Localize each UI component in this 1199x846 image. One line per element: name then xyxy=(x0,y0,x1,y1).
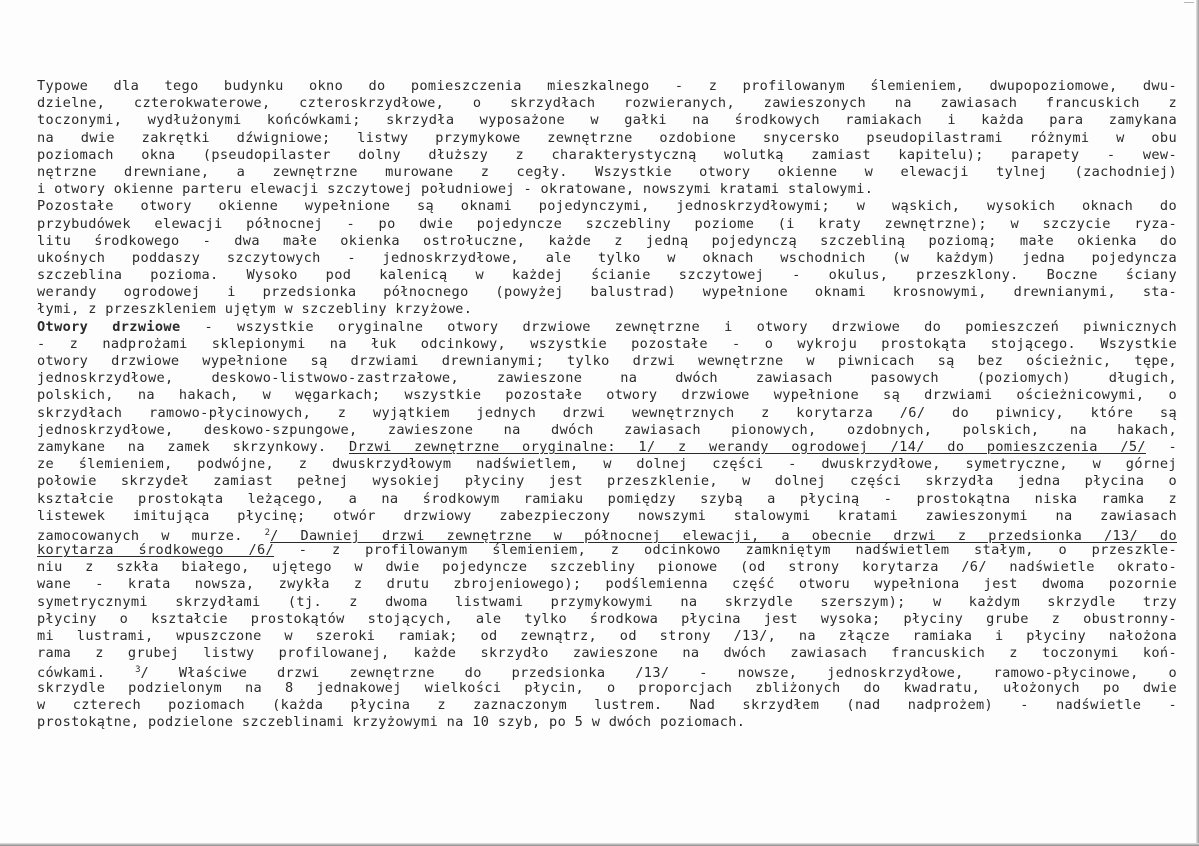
line-text: skrzydłach ramowo-płycinowych, z wyjątkiem jednych drzwi wewnętrznych z korytarza /6/ do piwnicy, które są xyxy=(37,404,1177,421)
underlined-text: / Dawniej drzwi zewnętrzne w północnej elewacji, a obecnie drzwi z przedsionka /13/ do xyxy=(270,527,1177,544)
text-line xyxy=(37,147,1177,164)
line-text: w czterech poziomach (każda płycina z zaznaczonym lustrem. Nad skrzydłem (nad nadprożem) - nadświetle - xyxy=(37,696,1177,713)
text-line xyxy=(37,662,1177,682)
line-text: prostokątne, podzielone szczeblinami krzyżowymi na 10 szyb, po 5 w dwóch poziomach. xyxy=(37,713,746,730)
line-text: wane - krata nowsza, zwykła z drutu zbrojeniowego); podślemienna część otworu wypełniona jest dwoma pozornie xyxy=(37,576,1177,593)
line-text: otwory drzwiowe wypełnione są drzwiami drewnianymi; tylko drzwi wewnętrzne w piwnicach są bez ościeżnic, tępe, xyxy=(37,353,1177,369)
line-text: jednoskrzydłowe, deskowo-szpungowe, zawieszone na dwóch zawiasach pionowych, ozdobnych, polskich, na hakach, xyxy=(37,421,1177,438)
line-text: łymi, z przeszkleniem ujętym w szczebliny krzyżowe. xyxy=(37,301,473,318)
footnote-number: 3 xyxy=(135,665,141,676)
underlined-text: Drzwi zewnętrzne oryginalne: 1/ z werandy ogrodowej /14/ do pomieszczenia /5/ xyxy=(348,438,1146,455)
text-line xyxy=(37,164,1177,181)
line-text: poziomach okna (pseudopilaster dolny dłuższy z charakterystyczną wolutką zamiast kapitelu); parapety - wew- xyxy=(37,146,1177,163)
text-line xyxy=(37,422,1177,439)
line-text-tail: / Właściwe drzwi zewnętrzne do przedsionka /13/ - nowsze, jednoskrzydłowe, ramowo-płycinowe, o xyxy=(140,665,1177,682)
line-text: skrzydle podzielonym na 8 jednakowej wielkości płycin, o proporcjach zbliżonych do kwadratu, ułożonych po dwie xyxy=(37,679,1177,696)
text-line xyxy=(37,319,1177,336)
text-line xyxy=(37,439,1177,456)
text-line xyxy=(37,267,1177,284)
typewritten-text xyxy=(37,78,1177,731)
text-line xyxy=(37,198,1177,215)
text-line xyxy=(37,594,1177,611)
line-text: i otwory okienne parteru elewacji szczytowej południowej - okratowane, nowszymi kratami stalowymi. xyxy=(37,181,874,198)
line-text: - wszystkie oryginalne otwory drzwiowe zewnętrzne i otwory drzwiowe do pomieszczeń piwnicznych xyxy=(180,318,1177,335)
text-line xyxy=(37,456,1177,473)
text-line xyxy=(37,95,1177,112)
text-line xyxy=(37,645,1177,662)
line-text: - z nadprożami sklepionymi na łuk odcinkowy, wszystkie pozostałe - o wykroju prostokąta stojącego. Wszystkie xyxy=(37,335,1177,352)
line-text: polskich, na hakach, w węgarkach; wszystkie pozostałe otwory drzwiowe wypełnione są drzwiami ościeżnicowymi, o xyxy=(37,387,1177,404)
text-line xyxy=(37,250,1177,267)
text-line xyxy=(37,181,1177,198)
line-text: na dwie zakrętki dźwigniowe; listwy przymykowe zewnętrzne ozdobione snycersko pseudopilastrami różnymi w obu xyxy=(37,129,1177,146)
corner-mark xyxy=(1184,2,1194,7)
text-line xyxy=(37,405,1177,422)
line-text: połowie skrzydeł zamiast pełnej wysokiej płyciny jest przeszklenie, w dolnej części skrzydła jedna płycina o xyxy=(37,473,1177,490)
text-line xyxy=(37,508,1177,525)
text-line xyxy=(37,301,1177,318)
text-line xyxy=(37,559,1177,576)
line-text: Typowe dla tego budynku okno do pomieszczenia mieszkalnego - z profilowanym ślemieniem, dwupopoziomowe, dwu- xyxy=(37,78,1177,94)
line-text: dzielne, czterokwaterowe, czteroskrzydłowe, o skrzydłach rozwieranych, zawieszonych na zawiasach francuskich z xyxy=(37,95,1177,112)
line-text: zamocowanych w murze. xyxy=(37,527,265,544)
text-line xyxy=(37,680,1177,697)
line-text: litu środkowego - dwa małe okienka ostrołuczne, każde z jedną pojedynczą szczebliną poziomą; małe okienka do xyxy=(37,232,1177,249)
footnote-number: 2 xyxy=(264,527,271,538)
text-line xyxy=(37,576,1177,593)
text-line xyxy=(37,370,1177,387)
line-text: - z profilowanym ślemieniem, z odcinkowo zamkniętym nadświetlem stałym, o przeszkle- xyxy=(274,542,1177,559)
text-line xyxy=(37,628,1177,645)
text-line xyxy=(37,78,1177,95)
line-text: zamykane na zamek skrzynkowy. xyxy=(37,438,349,455)
line-text: rama z grubej listwy profilowanej, każde skrzydło zawieszone na dwóch zawiasach francuskich z toczonymi koń- xyxy=(37,645,1177,662)
line-text: płyciny o kształcie prostokątów stojących, ale tylko środkowa płycina jest wysoka; płyciny grube z obustronny- xyxy=(37,610,1177,627)
text-line xyxy=(37,353,1177,370)
line-text: werandy ogrodowej i przedsionka północnego (powyżej balustrad) wypełnione oknami krosnowymi, drewnianymi, sta- xyxy=(37,284,1177,301)
line-text: cówkami. xyxy=(37,665,136,682)
line-text: jednoskrzydłowe, deskowo-listwowo-zastrzałowe, zawieszone na dwóch zawiasach pasowych (poziomych) długich, xyxy=(37,370,1177,387)
line-text: Pozostałe otwory okienne wypełnione są oknami pojedynczymi, jednoskrzydłowymi; w wąskich, wysokich oknach do xyxy=(37,198,1177,215)
text-line xyxy=(37,697,1177,714)
text-line xyxy=(37,542,1177,559)
line-text: nętrzne drewniane, a zewnętrzne murowane z cegły. Wszystkie otwory okienne w elewacji tylnej (zachodniej) xyxy=(37,163,1177,180)
underlined-text: korytarza środkowego /6/ xyxy=(37,542,275,559)
text-line xyxy=(37,130,1177,147)
line-text: listewek imitująca płycinę; otwór drzwiowy zabezpieczony nowszymi stalowymi kratami zawieszonymi na zawiasach xyxy=(37,507,1177,524)
text-line xyxy=(37,216,1177,233)
line-text: ukośnych poddaszy szczytowych - jednoskrzydłowe, ale tylko w oknach wschodnich (w każdym) jedna pojedyncza xyxy=(37,249,1177,266)
text-line xyxy=(37,284,1177,301)
text-line xyxy=(37,491,1177,508)
text-line xyxy=(37,336,1177,353)
line-text: mi lustrami, wpuszczone w szeroki ramiak; od zewnątrz, od strony /13/, na złącze ramiaka i płyciny nałożona xyxy=(37,628,1177,644)
line-text: przybudówek elewacji północnej - po dwie pojedyncze szczebliny poziome (i kraty zewnętrzne); w szczycie ryza- xyxy=(37,215,1177,232)
line-text-tail: - xyxy=(1145,438,1177,455)
text-line xyxy=(37,233,1177,250)
line-text: kształcie prostokąta leżącego, a na środkowym ramiaku pomiędzy szybą a płyciną - prostokątna niska ramka z xyxy=(37,490,1177,507)
text-line xyxy=(37,611,1177,628)
line-text: ze ślemieniem, podwójne, z dwuskrzydłowym nadświetlem, w dolnej części - dwuskrzydłowe, symetryczne, w górnej xyxy=(37,456,1177,473)
line-text: szczeblina pozioma. Wysoko pod kalenicą w każdej ścianie szczytowej - okulus, przeszklony. Boczne ściany xyxy=(37,267,1177,284)
text-line xyxy=(37,473,1177,490)
text-line xyxy=(37,714,1177,731)
text-line xyxy=(37,387,1177,404)
section-heading: Otwory drzwiowe xyxy=(37,318,181,335)
line-text: niu z szkła białego, ujętego w dwie pojedyncze szczebliny pionowe (od strony korytarza /6/ nadświetle okrato- xyxy=(37,559,1177,576)
line-text: symetrycznymi skrzydłami (tj. z dwoma listwami przymykowymi na skrzydle szerszym); w każdym skrzydle trzy xyxy=(37,593,1177,610)
text-line xyxy=(37,112,1177,129)
line-text: toczonymi, wydłużonymi końcówkami; skrzydła wyposażone w gałki na środkowych ramiakach i każda para zamykana xyxy=(37,112,1177,129)
text-line xyxy=(37,525,1177,542)
